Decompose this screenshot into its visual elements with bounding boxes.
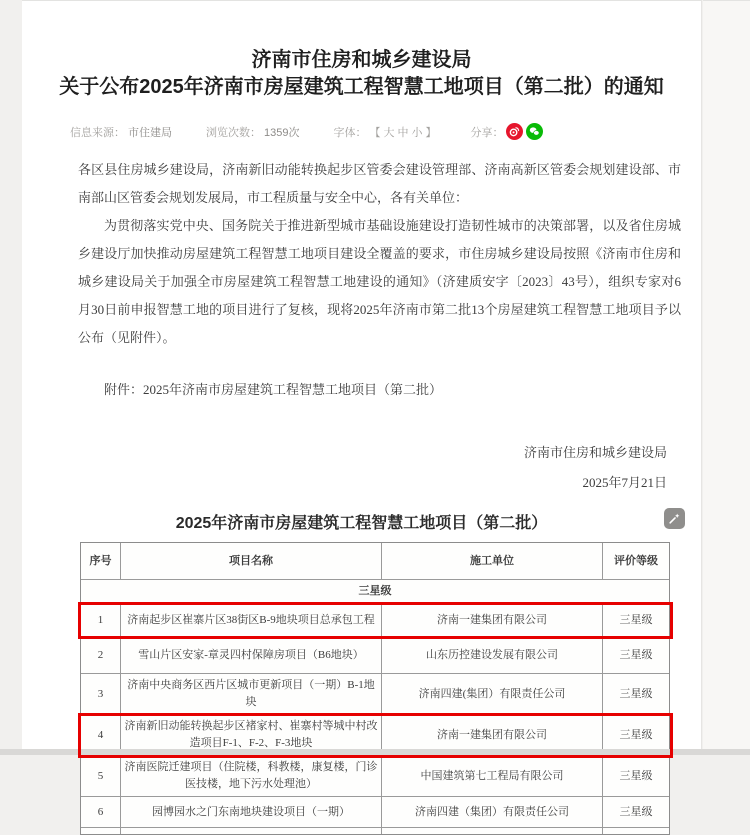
font-size-label: 字体： bbox=[333, 126, 367, 139]
cell-grade: 三星级 bbox=[603, 797, 669, 828]
table-header-row bbox=[81, 543, 669, 580]
cell-serial: 4 bbox=[81, 715, 121, 756]
cell-construction-unit: 济南一建集团有限公司 bbox=[382, 604, 603, 637]
paragraph-recipients: 各区县住房城乡建设局，济南新旧动能转换起步区管委会建设管理部、济南高新区管委会规划建设部、市南部山区管委会规划发展局，市工程质量与安全中心，各有关单位： bbox=[78, 162, 681, 205]
cell-serial: 3 bbox=[81, 674, 121, 715]
cell-construction-unit: 济南四建(集团）有限责任公司 bbox=[382, 674, 603, 715]
cell-project-name: 济南起步区崔寨片区38街区B-9地块项目总承包工程 bbox=[121, 604, 382, 637]
attachment-line: 附件：2025年济南市房屋建筑工程智慧工地项目（第二批） bbox=[104, 382, 443, 397]
info-source-value: 市住建局 bbox=[128, 126, 172, 139]
document-title-line2: 关于公布2025年济南市房屋建筑工程智慧工地项目（第二批）的通知 bbox=[59, 76, 664, 98]
cell-serial: 5 bbox=[81, 756, 121, 797]
header-grade: 评价等级 bbox=[603, 543, 669, 580]
signature-date: 2025年7月21日 bbox=[582, 475, 667, 490]
table-row-cutoff bbox=[81, 828, 669, 834]
table-row bbox=[81, 797, 669, 828]
header-project-name: 项目名称 bbox=[121, 543, 382, 580]
cell-construction-unit: 中国建筑第七工程局有限公司 bbox=[382, 756, 603, 797]
cell-serial: 1 bbox=[81, 604, 121, 637]
header-serial: 序号 bbox=[81, 543, 121, 580]
table-row bbox=[81, 674, 669, 715]
cell-serial: 6 bbox=[81, 797, 121, 828]
info-source bbox=[70, 124, 172, 140]
table-row bbox=[81, 756, 669, 797]
table-row bbox=[81, 604, 669, 637]
signature-block bbox=[22, 438, 667, 498]
attachment-table-section bbox=[22, 510, 701, 835]
cell-grade: 三星级 bbox=[603, 637, 669, 674]
share-controls bbox=[470, 123, 543, 140]
cell-project-name: 济南医院迁建项目（住院楼，科教楼，康复楼，门诊医技楼，地下污水处理池） bbox=[121, 756, 382, 797]
header-construction-unit: 施工单位 bbox=[382, 543, 603, 580]
share-label: 分享： bbox=[470, 126, 504, 139]
bottom-page-edge bbox=[0, 749, 750, 755]
paragraph-main: 为贯彻落实党中央、国务院关于推进新型城市基础设施建设打造韧性城市的决策部署，以及省住房城乡建设厅加快推动房屋建筑工程智慧工地项目建设全覆盖的要求，市住房城乡建设局按照《济南市住房和城乡建设局关于加强全市房屋建筑工程智慧工地建设的通知》（济建质安字〔2023〕43号），组织专家对6月30日前申报智慧工地的项目进行了复核，现将2025年济南市第二批13个房屋建筑工程智慧工地项目予以公布（见附件）。 bbox=[78, 218, 681, 345]
document-body bbox=[78, 156, 681, 352]
cell-project-name: 济南新旧动能转换起步区褚家村、崔寨村等城中村改造项目F-1、F-2、F-3地块 bbox=[121, 715, 382, 756]
table-body bbox=[81, 604, 669, 828]
view-count-value: 1359次 bbox=[264, 126, 300, 139]
category-row bbox=[81, 580, 669, 604]
cell-project-name: 济南中央商务区西片区城市更新项目（一期）B-1地块 bbox=[121, 674, 382, 715]
signature-org: 济南市住房和城乡建设局 bbox=[523, 445, 667, 460]
table-title: 2025年济南市房屋建筑工程智慧工地项目（第二批） bbox=[175, 515, 548, 532]
cell-project-name: 雪山片区安家-章灵四村保障房项目（B6地块） bbox=[121, 637, 382, 674]
wechat-share-icon[interactable] bbox=[526, 123, 543, 140]
cell-grade: 三星级 bbox=[603, 604, 669, 637]
right-gutter bbox=[703, 0, 750, 749]
cell-grade: 三星级 bbox=[603, 715, 669, 756]
font-size-small-button[interactable]: 小 bbox=[411, 126, 423, 139]
font-size-controls: 字体： 【 大 中 小 】 bbox=[333, 124, 436, 140]
cell-project-name: 园博园水之门东南地块建设项目（一期） bbox=[121, 797, 382, 828]
weibo-share-icon[interactable] bbox=[506, 123, 523, 140]
document-title-line1: 济南市住房和城乡建设局 bbox=[251, 49, 472, 71]
view-count bbox=[206, 124, 299, 140]
table-row bbox=[81, 637, 669, 674]
article-meta-bar bbox=[70, 123, 701, 140]
cell-serial: 2 bbox=[81, 637, 121, 674]
cell-grade: 三星级 bbox=[603, 674, 669, 715]
cell-grade: 三星级 bbox=[603, 756, 669, 797]
magic-wand-icon[interactable] bbox=[664, 508, 685, 529]
font-size-medium-button[interactable]: 中 bbox=[397, 126, 409, 139]
document-page bbox=[22, 0, 702, 818]
category-label: 三星级 bbox=[81, 580, 669, 604]
projects-table bbox=[80, 542, 670, 835]
view-count-label: 浏览次数： bbox=[206, 126, 261, 139]
cell-construction-unit: 济南四建（集团）有限责任公司 bbox=[382, 797, 603, 828]
cell-construction-unit: 山东历控建设发展有限公司 bbox=[382, 637, 603, 674]
info-source-label: 信息来源： bbox=[70, 126, 125, 139]
font-size-large-button[interactable]: 大 bbox=[383, 126, 395, 139]
cell-construction-unit: 济南一建集团有限公司 bbox=[382, 715, 603, 756]
